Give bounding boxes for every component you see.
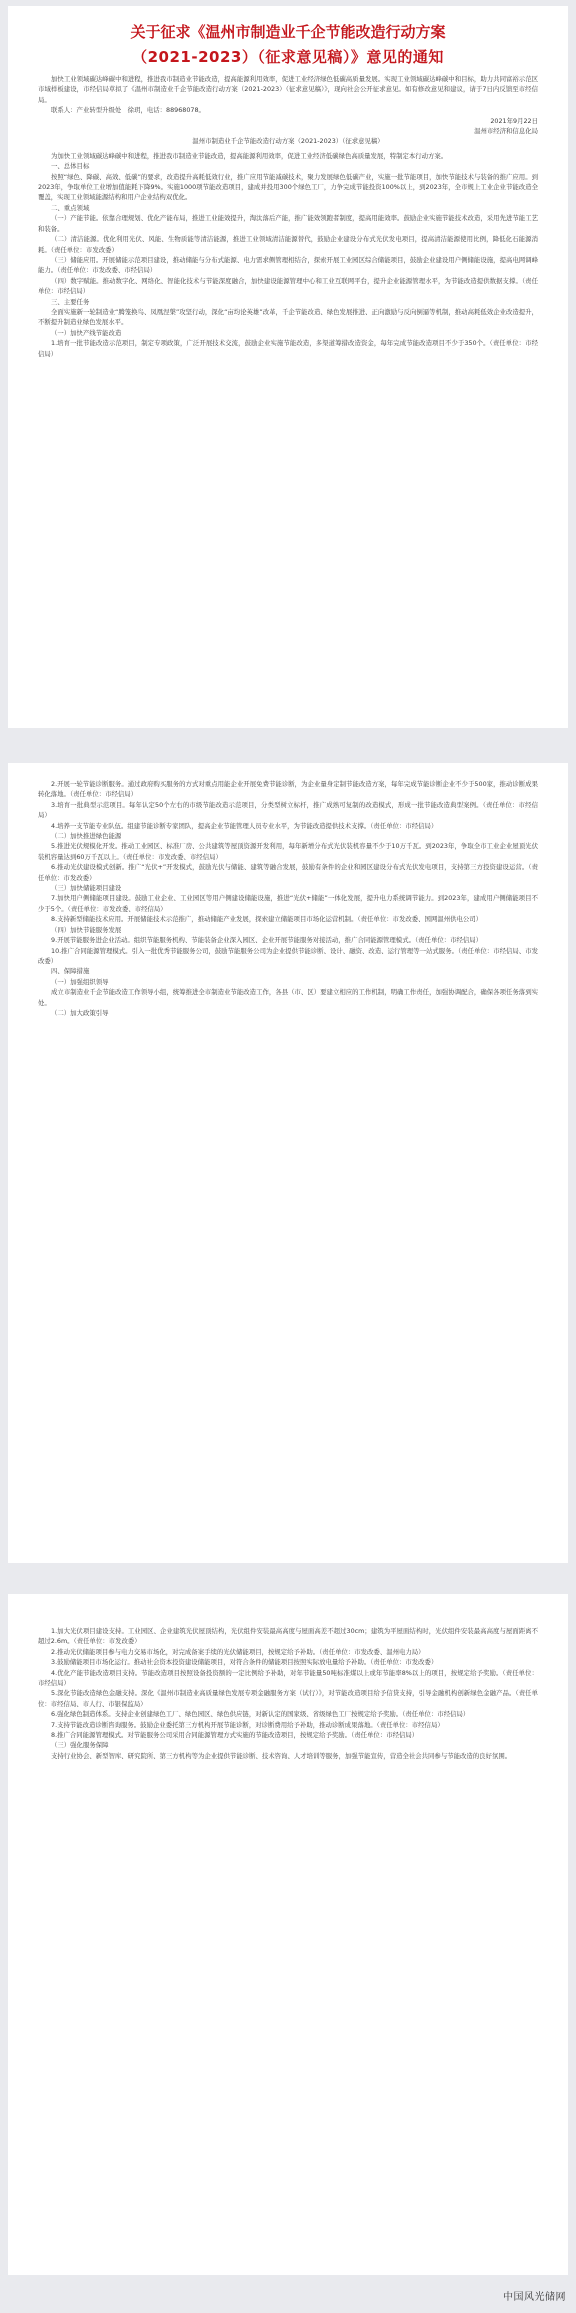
body-paragraph: 10.推广合同能源管理模式。引入一批优秀节能服务公司，鼓励节能服务公司为企业提供节能诊断、设计、融资、改造、运行管理等一站式服务。（责任单位：市经信局、市发改委） [38, 946, 538, 965]
plan-title: 温州市制造业千企节能改造行动方案（2021-2023）（征求意见稿） [192, 137, 384, 146]
body-paragraph: 4.优化产能节能改造项目支持。节能改造项目按照设备投资额的一定比例给予补助，对年节能量50吨标准煤以上或年节能率8%以上的项目，按规定给予奖励。（责任单位：市经信局） [38, 1668, 538, 1688]
body-paragraph: 为加快工业领域碳达峰碳中和进程，推进我市制造业节能改造，提高能源利用效率，促进工业经济低碳绿色高质量发展，特制定本行动方案。 [51, 151, 448, 160]
body-paragraph: 9.开展节能服务进企业活动。组织节能服务机构、节能装备企业深入园区、企业开展节能服务对接活动，推广合同能源管理模式。（责任单位：市经信局） [51, 936, 483, 945]
subsection-heading: （二）加快推进绿色能源 [51, 832, 122, 841]
body-paragraph: 3.鼓励储能项目市场化运行。推动社会资本投资建设储能项目，对符合条件的储能项目按照实际放电量给予补助。（责任单位：市发改委） [51, 1658, 438, 1667]
body-paragraph: 1.培育一批节能改造示范项目，制定专项政策，广泛开展技术交流，鼓励企业实施节能改造，多渠道筹措改造资金，每年完成节能改造项目不少于350个。（责任单位：市经信局） [38, 339, 538, 358]
site-watermark: 中国风光储网 [503, 2292, 566, 2303]
body-paragraph: 按照“绿色、降碳、高效、低碳”的要求，改造提升高耗低效行业，推广应用节能减碳技术，聚力发展绿色低碳产业，实施一批节能项目，加快节能技术与装备的推广应用。到2023年，争取单位工业增加值能耗下降9%。实施1000项节能改造项目，建成并投用300个绿色工厂，力争完成节能投资100%以上，到2023年，全市规上工业企业节能改造全覆盖，实现工业领域能源结构和用户企业结构双优化。 [38, 172, 538, 202]
notice-title-line-2: （2021-2023）（征求意见稿）》意见的通知 [132, 48, 444, 66]
body-paragraph: 2.开展一轮节能诊断服务。通过政府购买服务的方式对重点用能企业开展免费节能诊断，为企业量身定制节能改造方案，每年完成节能诊断企业不少于500家，推动诊断成果转化落地。（责任单位：市经信局） [38, 780, 538, 799]
document-page-3 [8, 1594, 568, 2275]
document-page-2 [8, 763, 568, 1563]
notice-title [38, 20, 538, 70]
body-paragraph: 成立市制造业千企节能改造工作领导小组，统筹推进全市制造业节能改造工作，各县（市、区）要建立相应的工作机制，明确工作责任，加强协调配合，确保各项任务落到实处。 [38, 988, 538, 1007]
subsection-heading: （一）加强组织领导 [51, 977, 109, 986]
body-paragraph: 5.深化节能改造绿色金融支持。深化《温州市制造业高质量绿色发展专项金融服务方案（试行）》，对节能改造项目给予信贷支持，引导金融机构创新绿色金融产品。（责任单位：市经信局、市人行、市银保监局） [38, 1689, 538, 1708]
body-paragraph: 1.加大光伏项目建设支持。工业园区、企业建筑光伏屋顶结构，光伏组件安装最高高度与屋面高差不超过30cm；建筑为平屋面结构时，光伏组件安装最高高度与屋面距离不超过2.6m。（责任单位：市发改委） [38, 1627, 538, 1646]
body-paragraph: （二）清洁能源。优化利用光伏、风能、生物质能等清洁能源，推进工业领域清洁能源替代，鼓励企业建设分布式光伏发电项目，提高清洁能源使用比例，降低化石能源消耗。（责任单位：市发改委） [38, 235, 538, 254]
contact-line: 联系人：产业转型升级处 徐玥，电话：88968078。 [51, 106, 205, 115]
body-paragraph: 8.支持新型储能技术应用。开展储能技术示范推广，推动储能产业发展，探索建立储能项目市场化运营机制。（责任单位：市发改委、国网温州供电公司） [51, 915, 483, 924]
subsection-heading: （四）加快节能服务发展 [51, 925, 122, 934]
subsection-heading: （三）强化服务保障 [51, 1741, 109, 1750]
notice-issuer: 温州市经济和信息化局 [474, 127, 538, 136]
body-paragraph: （一）产能节能。依靠合理规划、优化产能布局，推进工业能效提升，淘汰落后产能，推广能效领跑者制度，提高用能效率。鼓励企业实施节能技术改造，采用先进节能工艺和装备。 [38, 214, 538, 233]
section-heading: 四、保障措施 [51, 967, 90, 976]
body-paragraph: 4.培养一支节能专业队伍。组建节能诊断专家团队，提高企业节能管理人员专业水平，为节能改造提供技术支撑。（责任单位：市经信局） [51, 821, 438, 830]
notice-title-line-1: 关于征求《温州市制造业千企节能改造行动方案 [130, 23, 446, 41]
body-paragraph: 2.推动光伏储能项目参与电力交易市场化，对完成备案手续的光伏储能项目，按规定给予补助。（责任单位：市发改委、温州电力局） [51, 1647, 425, 1656]
body-paragraph: 6.强化绿色制造体系。支持企业创建绿色工厂、绿色园区、绿色供应链，对新认定的国家级、省级绿色工厂按规定给予奖励。（责任单位：市经信局） [51, 1710, 470, 1719]
body-paragraph: 5.推进光伏规模化开发。推动工业园区、标准厂房、公共建筑等屋顶资源开发利用，每年新增分布式光伏装机容量不少于10万千瓦。到2023年，争取全市工业企业屋顶光伏装机容量达到60万千瓦以上。（责任单位：市发改委、市经信局） [38, 842, 538, 861]
section-heading: 二、重点领域 [51, 203, 90, 212]
notice-date: 2021年9月22日 [490, 116, 538, 125]
body-paragraph: 3.培育一批典型示范项目。每年认定50个左右的市级节能改造示范项目，分类型树立标杆，推广成熟可复制的改造模式，形成一批节能改造典型案例。（责任单位：市经信局） [38, 800, 538, 820]
subsection-heading: （二）加大政策引导 [51, 1008, 109, 1017]
section-heading: 一、总体目标 [51, 162, 90, 171]
body-paragraph: 7.支持节能改造诊断咨询服务。鼓励企业委托第三方机构开展节能诊断，对诊断费用给予补助，推动诊断成果落地。（责任单位：市经信局） [51, 1720, 444, 1729]
document-page-1 [8, 6, 568, 728]
subsection-heading: （三）加快储能项目建设 [51, 884, 122, 893]
subsection-heading: （一）加快产线节能改造 [51, 328, 122, 337]
body-paragraph: （三）储能应用。开展储能示范项目建设，推动储能与分布式能源、电力需求侧管理相结合，探索开展工业园区综合储能项目，鼓励企业建设用户侧储能设施，提高电网调峰能力。（责任单位：市发改委、市经信局） [38, 255, 538, 275]
body-paragraph: 8.推广合同能源管理模式。对节能服务公司采用合同能源管理方式实施的节能改造项目，按规定给予奖励。（责任单位：市经信局） [51, 1731, 419, 1740]
body-paragraph: 6.推动光伏建设模式创新。推广“光伏+”开发模式，鼓励光伏与储能、建筑等融合发展，鼓励有条件的企业和园区建设分布式光伏发电项目，支持第三方投资建设运营。（责任单位：市发改委） [38, 863, 538, 882]
body-paragraph: （四）数字赋能。推动数字化、网络化、智能化技术与节能深度融合，加快建设能源管理中心和工业互联网平台，提升企业能源管理水平，为节能改造提供数据支撑。（责任单位：市经信局） [38, 276, 538, 296]
body-paragraph: 7.加快用户侧储能项目建设。鼓励工业企业、工业园区等用户侧建设储能设施，推进“光伏+储能”一体化发展，提升电力系统调节能力。到2023年，建成用户侧储能项目不少于5个。（责任单位：市发改委、市经信局） [38, 894, 538, 913]
section-heading: 三、主要任务 [51, 297, 90, 306]
body-paragraph: 全面实施新一轮制造业“腾笼换鸟、凤凰涅槃”攻坚行动，深化“亩均论英雄”改革，千企节能改造、绿色发展推进、正向激励与反向倒逼等机制，推动高耗低效企业改造提升，不断提升制造业绿色发展水平。 [38, 307, 538, 327]
body-paragraph: 支持行业协会、新型智库、研究院所、第三方机构等为企业提供节能诊断、技术咨询、人才培训等服务，加强节能宣传，营造全社会共同参与节能改造的良好氛围。 [51, 1751, 512, 1760]
intro-paragraph: 加快工业领域碳达峰碳中和进程，推进我市制造业节能改造，提高能源利用效率，促进工业经济绿色低碳高质量发展。实现工业领域碳达峰碳中和目标，助力共同富裕示范区市域样板建设，市经信局草拟了《温州市制造业千企节能改造行动方案（2021-2023）（征求意见稿）》，现向社会公开征求意见。如有修改意见和建议，请于7日内反馈至市经信局。 [38, 75, 538, 104]
